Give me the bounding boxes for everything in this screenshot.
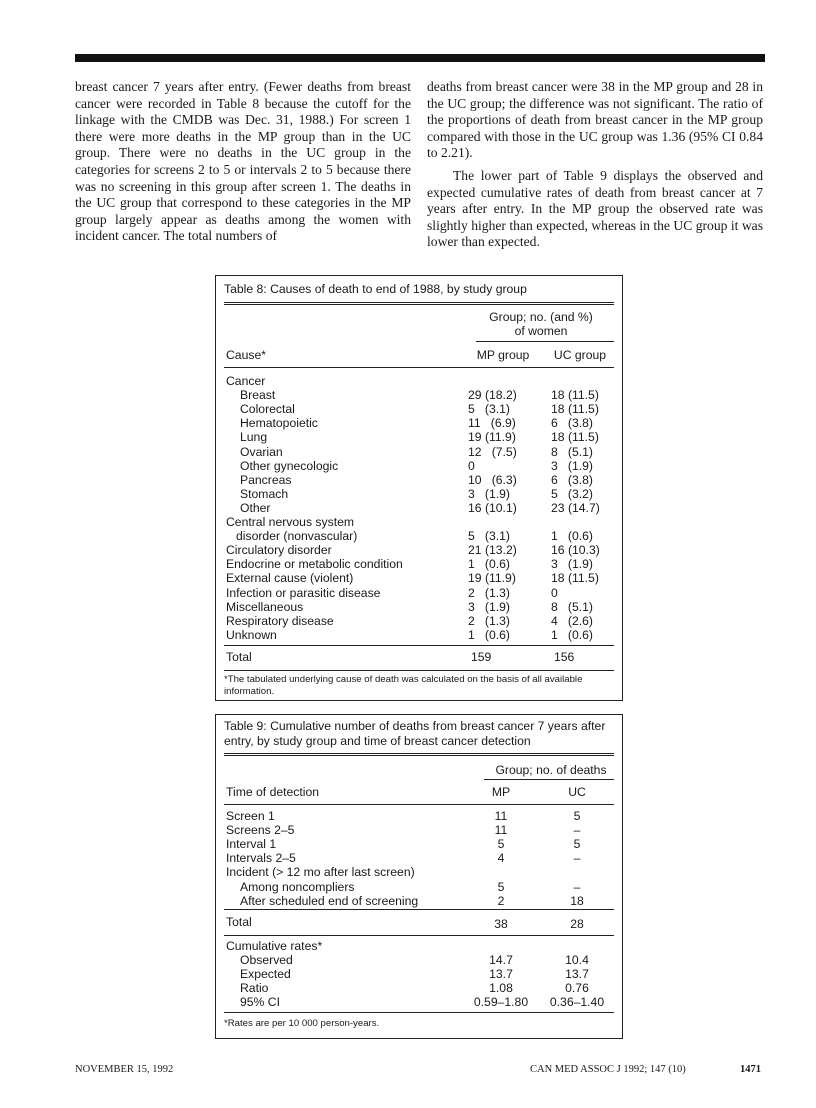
table-cell-uc: 18 (11.5): [551, 402, 599, 417]
table-cell-uc: 23 (14.7): [551, 500, 600, 515]
table-cell-mp: 2 (1.3): [468, 585, 510, 600]
rate-cell-mp: 14.7: [489, 953, 513, 967]
table-cell-uc: 18: [570, 893, 584, 908]
footer-date: NOVEMBER 15, 1992: [75, 1064, 174, 1075]
rate-cell-mp: 13.7: [489, 967, 513, 982]
table-row-label: Pancreas: [240, 472, 292, 487]
table-rule: [224, 302, 614, 305]
table-cell-mp: 19 (11.9): [468, 571, 516, 586]
rate-cell-mp: 1.08: [489, 981, 513, 996]
group-header: Group; no. (and %): [489, 310, 593, 324]
paragraph: breast cancer 7 years after entry. (Fewer deaths from breast cancer were recorded in Table 8 because the cutoff for the linkage with the CMDB was Dec. 31, 1988.) For screen 1 there were more deaths in the MP group than in the UC group. There were no deaths in the UC group in the categories for screens 2 to 5 or intervals 2 to 5 because there was no screening in this group after screen 1. The deaths in the UC group that correspond to these categories in the MP group largely appear as deaths among the women with incident cancer. The total numbers of: [75, 79, 411, 244]
table-caption: Table 8: Causes of death to end of 1988, by study group: [224, 282, 527, 296]
table-cell-uc: 8 (5.1): [551, 599, 593, 614]
table-row-label: Respiratory disease: [226, 613, 334, 628]
table-row-label: Unknown: [226, 627, 277, 642]
table-row-label: Colorectal: [240, 402, 295, 417]
table-rule: [476, 341, 614, 342]
table-row-label: Interval 1: [226, 837, 277, 852]
table-cell-uc: 3 (1.9): [551, 458, 593, 473]
rate-row-label: 95% CI: [240, 995, 280, 1010]
footer-journal: CAN MED ASSOC J 1992; 147 (10): [530, 1064, 686, 1075]
top-rule: [75, 54, 765, 62]
rate-row-label: Ratio: [240, 981, 269, 996]
rates-label: Cumulative rates*: [226, 939, 323, 953]
table-row-label: Cancer: [226, 374, 266, 388]
table-cell-uc: –: [573, 851, 581, 866]
column-header-time: Time of detection: [226, 785, 320, 799]
table-rule: [224, 935, 614, 936]
table-row-label: Lung: [240, 430, 268, 445]
total-label: Total: [226, 915, 252, 929]
table-cell-mp: 11: [494, 809, 508, 823]
table-rule: [224, 804, 614, 805]
table-cell-mp: 2: [497, 893, 505, 908]
table-cell-mp: 29 (18.2): [468, 388, 517, 403]
total-uc: 28: [570, 917, 584, 931]
table-cell-uc: 3 (1.9): [551, 557, 593, 572]
table-cell-uc: 5: [573, 809, 581, 823]
table-cell-uc: 1 (0.6): [551, 627, 593, 642]
total-label: Total: [226, 650, 252, 664]
table-row-label: Screen 1: [226, 809, 275, 823]
rate-row-label: Observed: [240, 953, 293, 967]
total-mp: 38: [494, 917, 508, 931]
table-cell-uc: 0: [551, 585, 558, 600]
table-cell-uc: 8 (5.1): [551, 444, 593, 459]
table-cell-uc: 6 (3.8): [551, 416, 593, 431]
table-row-label: Miscellaneous: [226, 599, 304, 614]
table-cell-mp: 1 (0.6): [468, 627, 510, 642]
table-footnote: *Rates are per 10 000 person-years.: [224, 1018, 380, 1029]
table-row-label: Screens 2–5: [226, 823, 295, 838]
paragraph: The lower part of Table 9 displays the observed and expected cumulative rates of death from breast cancer at 7 years after entry. In the MP group the observed rate was slightly higher than expected, whereas in the UC group it was lower than expected.: [427, 167, 763, 250]
column-header-mp: MP group: [476, 348, 530, 362]
table-cell-mp: 3 (1.9): [468, 599, 510, 614]
table-cell-mp: 0: [468, 458, 475, 473]
table-cell-mp: 3 (1.9): [468, 486, 510, 501]
table-cell-mp: 5: [497, 837, 505, 852]
body-column-left: [75, 79, 411, 245]
rate-cell-uc: 10.4: [565, 953, 589, 967]
table-row-label: Intervals 2–5: [226, 851, 296, 866]
body-column-right: [427, 79, 763, 251]
rate-cell-uc: 0.76: [565, 981, 589, 996]
table-rule: [484, 779, 614, 780]
table-cell-mp: 12 (7.5): [468, 444, 517, 459]
table-cell-uc: –: [573, 823, 581, 838]
rate-cell-uc: 0.36–1.40: [549, 995, 605, 1010]
table-cell-mp: 2 (1.3): [468, 613, 510, 628]
table-rule: [224, 367, 614, 368]
table-caption: Table 9: Cumulative number of deaths from breast cancer 7 years after entry, by study group and time of breast cancer detection: [224, 719, 606, 748]
table-rule: [224, 1012, 614, 1013]
table-cell-uc: 1 (0.6): [551, 529, 593, 544]
table-rule: [224, 670, 614, 671]
table-row-label: Among noncompliers: [240, 879, 355, 894]
table-cell-mp: 5 (3.1): [468, 529, 510, 544]
table-cell-mp: 11 (6.9): [468, 416, 516, 431]
table-row-label: disorder (nonvascular): [236, 529, 358, 544]
table-row-label: Endocrine or metabolic condition: [226, 557, 403, 572]
table-cell-mp: 10 (6.3): [468, 472, 517, 487]
table-row-label: Central nervous system: [226, 515, 355, 529]
table-row-label: Infection or parasitic disease: [226, 585, 381, 600]
paragraph: deaths from breast cancer were 38 in the MP group and 28 in the UC group; the difference was not significant. The ratio of the proportions of death from breast cancer in the MP group compared with those in the UC group was 1.36 (95% CI 0.84 to 2.21).: [427, 79, 763, 161]
table-rule: [224, 645, 614, 646]
rate-cell-mp: 0.59–1.80: [473, 995, 529, 1010]
column-header-uc: UC: [568, 785, 586, 799]
table-cell-mp: 1 (0.6): [468, 557, 510, 572]
total-mp: 159: [471, 650, 492, 664]
table-row-label: Other gynecologic: [240, 458, 339, 473]
table-9: [215, 714, 623, 1039]
table-rule: [224, 753, 614, 756]
column-header-cause: Cause*: [226, 348, 266, 362]
table-row-label: Circulatory disorder: [226, 543, 332, 558]
table-cell-mp: 16 (10.1): [468, 500, 517, 515]
table-8: [215, 275, 623, 701]
table-row-label: External cause (violent): [226, 571, 354, 586]
table-cell-mp: 19 (11.9): [468, 430, 516, 445]
table-cell-mp: 4: [497, 851, 505, 866]
table-row-label: Breast: [240, 388, 276, 403]
rate-cell-uc: 13.7: [565, 967, 589, 982]
table-row-label: Stomach: [240, 486, 289, 501]
table-row-label: After scheduled end of screening: [240, 893, 419, 908]
table-cell-mp: 5: [497, 879, 505, 894]
column-header-mp: MP: [491, 785, 511, 799]
column-header-uc: UC group: [553, 348, 607, 362]
rate-row-label: Expected: [240, 967, 291, 982]
table-cell-uc: 5 (3.2): [551, 486, 593, 501]
table-cell-uc: 18 (11.5): [551, 430, 599, 445]
table-row-label: Other: [240, 500, 271, 515]
table-cell-uc: 16 (10.3): [551, 543, 600, 558]
table-cell-uc: 18 (11.5): [551, 388, 599, 403]
group-header: Group; no. of deaths: [495, 763, 607, 777]
table-cell-uc: 6 (3.8): [551, 472, 593, 487]
page-number: 1471: [740, 1064, 761, 1075]
table-cell-uc: –: [573, 879, 581, 894]
table-row-label: Ovarian: [240, 444, 283, 459]
total-uc: 156: [554, 650, 575, 664]
table-cell-uc: 18 (11.5): [551, 571, 599, 586]
table-row-label: Incident (> 12 mo after last screen): [226, 865, 415, 880]
table-cell-mp: 5 (3.1): [468, 402, 510, 417]
table-cell-mp: 21 (13.2): [468, 543, 517, 558]
table-rule: [224, 909, 614, 910]
table-footnote: *The tabulated underlying cause of death was calculated on the basis of all available information.: [224, 674, 583, 697]
table-cell-mp: 11: [494, 823, 508, 838]
table-cell-uc: 5: [573, 837, 581, 852]
table-cell-uc: 4 (2.6): [551, 613, 593, 628]
table-row-label: Hematopoietic: [240, 416, 318, 431]
group-header: of women: [514, 324, 568, 338]
